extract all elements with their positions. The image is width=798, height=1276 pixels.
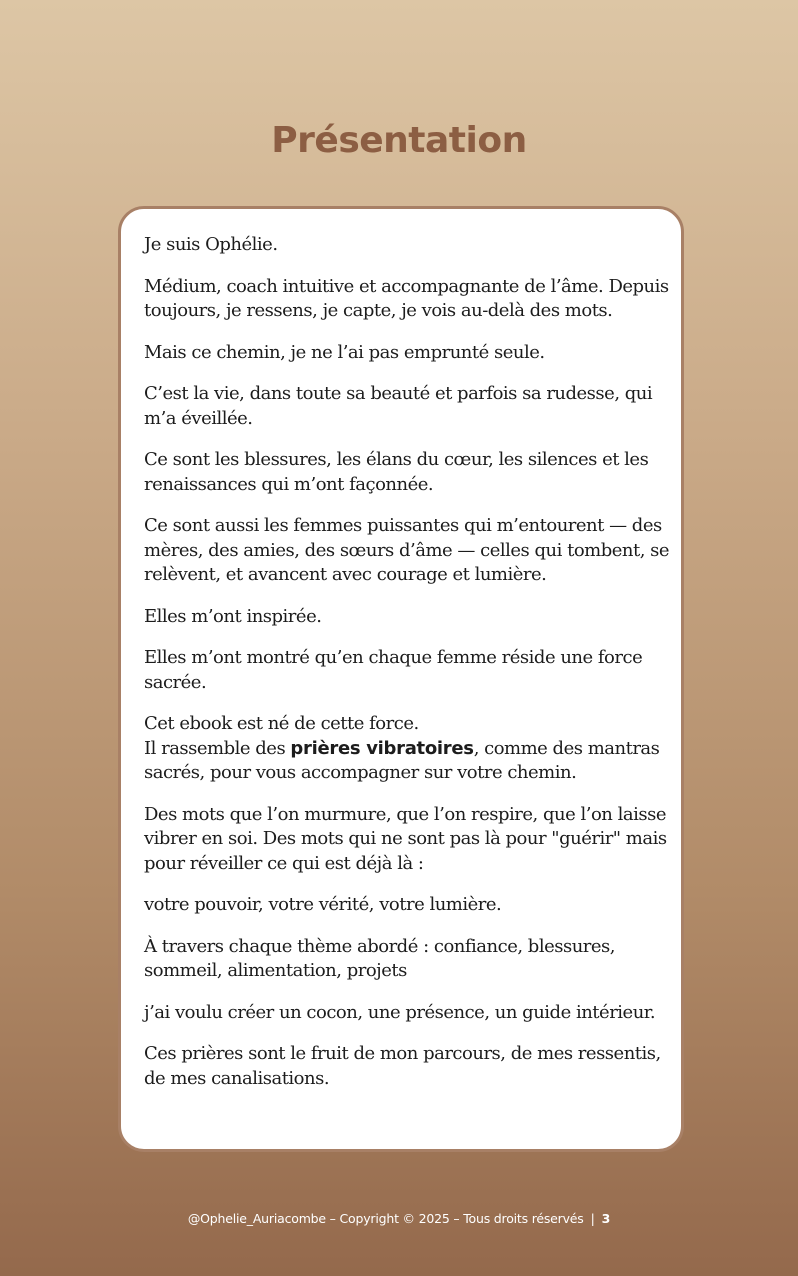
page-number: 3 [601,1211,611,1226]
paragraph-parcours: Ces prières sont le fruit de mon parcours, de mes ressentis, de mes canalisations. [144,1043,661,1089]
page-title: Présentation [271,120,527,161]
paragraph-blessures: Ce sont les blessures, les élans du cœur, les silences et les renaissances qui m’ont façonnée. [144,449,649,495]
paragraph-pouvoir: votre pouvoir, votre vérité, votre lumière. [144,894,502,915]
ebook-text-post: , comme des mantras sacrés, pour vous accompagner sur votre chemin. [144,737,660,783]
footer-copyright: @Ophelie_Auriacombe – Copyright © 2025 – Tous droits réservés [187,1211,584,1226]
paragraph-vie: C’est la vie, dans toute sa beauté et parfois sa rudesse, qui m’a éveillée. [144,383,653,429]
paragraph-force: Elles m’ont montré qu’en chaque femme réside une force sacrée. [144,647,643,693]
footer-separator: | [590,1211,595,1226]
ebook-line: Cet ebook est né de cette force. [144,713,419,734]
ebook-highlight: prières vibratoires [290,737,474,759]
paragraph-cocon: j’ai voulu créer un cocon, une présence, un guide intérieur. [144,1001,656,1023]
paragraph-inspiree: Elles m’ont inspirée. [144,605,322,627]
paragraph-femmes: Ce sont aussi les femmes puissantes qui m’entourent — des mères, des amies, des sœurs d’âme — celles qui tombent, se relèvent, et avancent avec courage et lumière. [144,515,670,585]
paragraph-ebook [144,712,671,786]
paragraph-intro: Je suis Ophélie. [144,234,278,255]
paragraph-themes: À travers chaque thème abordé : confiance, blessures, sommeil, alimentation, projets [144,935,616,981]
content-card [118,206,684,1152]
ebook-text-pre: Il rassemble des [144,737,291,759]
paragraph-mots: Des mots que l’on murmure, que l’on respire, que l’on laisse vibrer en soi. Des mots qui ne sont pas là pour "guérir" mais pour réveiller ce qui est déjà là : [144,803,667,874]
paragraph-medium: Médium, coach intuitive et accompagnante de l’âme. Depuis toujours, je ressens, je capte, je vois au-delà des mots. [144,275,669,321]
paragraph-chemin: Mais ce chemin, je ne l’ai pas emprunté seule. [144,341,545,363]
footer [0,1211,798,1226]
